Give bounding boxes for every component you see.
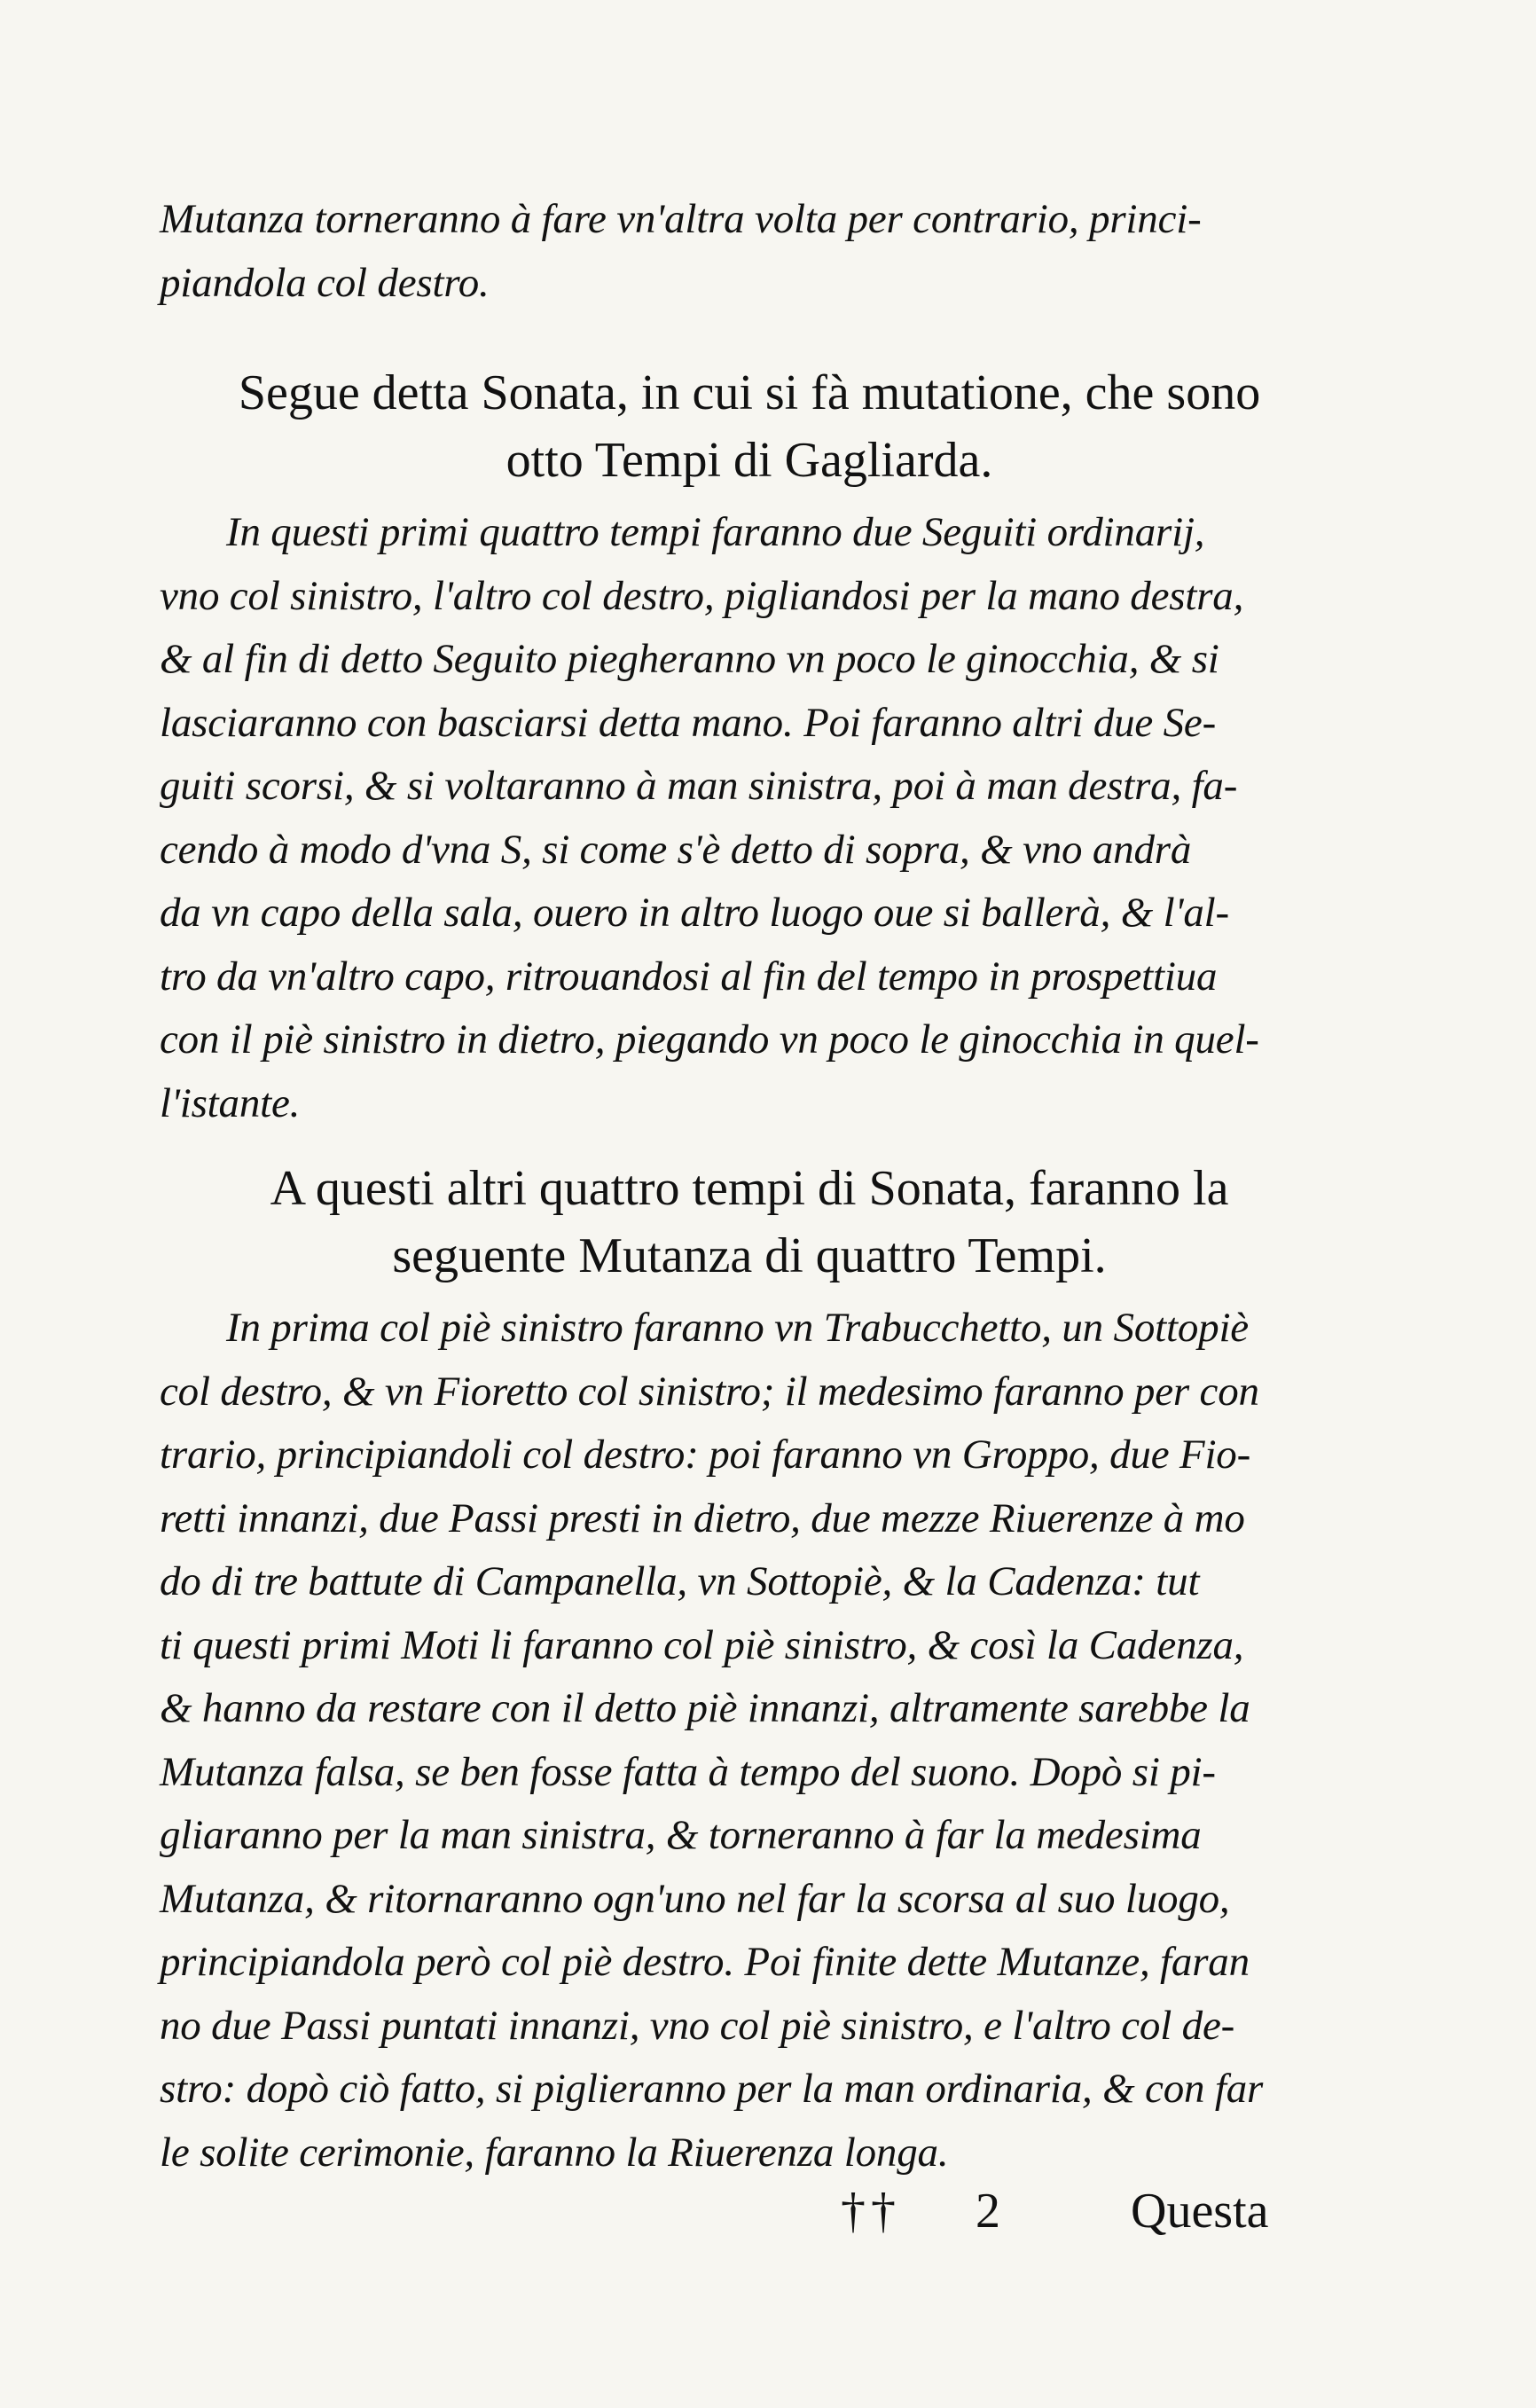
paragraph-mutanza xyxy=(160,1297,1406,2184)
text-line: piandola col destro. xyxy=(160,259,490,306)
text-line: Mutanza falsa, se ben fosse fatta à tempo del suono. Dopò si pi- xyxy=(160,1748,1216,1795)
text-line: tro da vn'altro capo, ritrouandosi al fin del tempo in prospettiua xyxy=(160,953,1218,1000)
text-line: cendo à modo d'vna S, si come s'è detto di sopra, & vno andrà xyxy=(160,826,1192,873)
text-line: In prima col piè sinistro faranno vn Trabucchetto, un Sottopiè xyxy=(226,1305,1249,1351)
text-line: do di tre battute di Campanella, vn Sottopiè, & la Cadenza: tut xyxy=(160,1558,1200,1604)
text-line: & al fin di detto Seguito piegheranno vn poco le ginocchia, & si xyxy=(160,636,1219,682)
text-line: lasciaranno con basciarsi detta mano. Poi faranno altri due Se- xyxy=(160,699,1217,746)
signature-mark: †† xyxy=(841,2184,901,2239)
signature-number: 2 xyxy=(976,2184,1000,2239)
catchword: Questa xyxy=(1131,2184,1269,2239)
text-line: Mutanza, & ritornaranno ogn'uno nel far la scorsa al suo luogo, xyxy=(160,1875,1230,1922)
text-line: con il piè sinistro in dietro, piegando vn poco le ginocchia in quel- xyxy=(160,1016,1259,1063)
text-line: trario, principiandoli col destro: poi faranno vn Groppo, due Fio- xyxy=(160,1431,1251,1478)
heading-line: A questi altri quattro tempi di Sonata, faranno la xyxy=(270,1161,1229,1216)
text-line: le solite cerimonie, faranno la Riuerenza longa. xyxy=(160,2129,949,2176)
section-heading xyxy=(160,359,1339,494)
paragraph-first-tempi xyxy=(160,501,1406,1135)
text-line: principiandola però col piè destro. Poi finite dette Mutanze, faran xyxy=(160,1939,1250,1985)
text-line: gliaranno per la man sinistra, & torneranno à far la medesima xyxy=(160,1812,1202,1858)
text-line: Mutanza torneranno à fare vn'altra volta per contrario, princi- xyxy=(160,196,1202,242)
text-line: stro: dopò ciò fatto, si piglieranno per la man ordinaria, & con far xyxy=(160,2066,1264,2112)
text-line: no due Passi puntati innanzi, vno col piè sinistro, e l'altro col de- xyxy=(160,2002,1235,2049)
text-line: vno col sinistro, l'altro col destro, pigliandosi per la mano destra, xyxy=(160,572,1244,619)
text-line: ti questi primi Moti li faranno col piè sinistro, & così la Cadenza, xyxy=(160,1621,1244,1668)
text-line: guiti scorsi, & si voltaranno à man sinistra, poi à man destra, fa- xyxy=(160,763,1238,809)
heading-line: seguente Mutanza di quattro Tempi. xyxy=(392,1228,1107,1283)
text-line: col destro, & vn Fioretto col sinistro; il medesimo faranno per con xyxy=(160,1368,1259,1415)
section-heading xyxy=(160,1155,1339,1290)
text-line: & hanno da restare con il detto piè innanzi, altramente sarebbe la xyxy=(160,1685,1250,1731)
text-line: In questi primi quattro tempi faranno due Seguiti ordinarij, xyxy=(226,509,1205,555)
text-line: l'istante. xyxy=(160,1079,301,1126)
paragraph-continuation xyxy=(160,188,1339,315)
text-line: retti innanzi, due Passi presti in dietro, due mezze Riuerenze à mo xyxy=(160,1494,1245,1541)
heading-line: Segue detta Sonata, in cui si fà mutatione, che sono xyxy=(238,365,1261,420)
heading-line: otto Tempi di Gagliarda. xyxy=(505,433,993,488)
text-line: da vn capo della sala, ouero in altro luogo oue si ballerà, & l'al- xyxy=(160,890,1229,936)
